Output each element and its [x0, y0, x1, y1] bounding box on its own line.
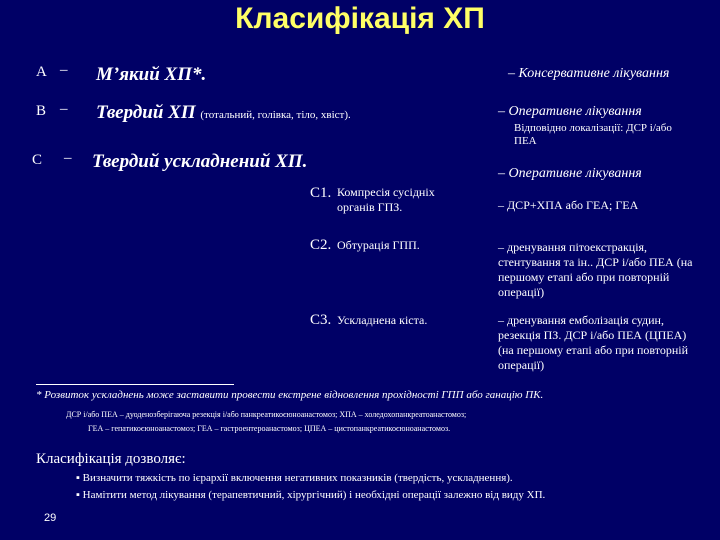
abbreviations-line-2: ГЕА – гепатикоєюноанастомоз; ГЕА – гастроентероанастомоз; ЦПЕА – цистопанкреатикоєюноанастомоз.	[88, 424, 451, 433]
classification-title: Класифікація дозволяє:	[36, 451, 186, 467]
row-c-label: Твердий ускладнений ХП.	[92, 151, 308, 172]
row-b-letter: В	[36, 103, 47, 119]
bullet-icon: ▪	[76, 489, 83, 501]
row-b-dash: –	[60, 101, 68, 117]
abbreviations-line-1: ДСР і/або ПЕА – дуоденозберігаюча резекція і/або панкреатикоєюноанастомоз; ХПА – холедохопанкреатоанастомоз;	[66, 410, 467, 419]
row-a-letter: А	[36, 64, 47, 80]
classification-bullet-1-text: Визначити тяжкість по ієрархії включення негативних показників (твердість, ускладнення).	[82, 472, 513, 484]
row-c-letter: С	[32, 152, 43, 168]
row-b-label-line	[96, 102, 351, 124]
row-a-label: М’який ХП*.	[96, 64, 207, 85]
row-b-label: Твердий ХП	[96, 102, 196, 123]
classification-bullet-2-text: Намітити метод лікування (терапевтичний, хірургічний) і необхідні операції залежно від виду ХП.	[82, 489, 546, 501]
subtype-c2-code: С2.	[310, 237, 332, 253]
page-number: 29	[44, 512, 57, 524]
subtype-c3-text: Ускладнена кіста.	[337, 313, 428, 327]
subtype-c2-text: Обтурація ГПП.	[337, 238, 420, 252]
subtype-c1-text: Компресія сусідніх органів ГПЗ.	[337, 185, 435, 214]
row-a-treatment: – Консервативне лікування	[508, 66, 670, 81]
subtype-c2-treatment: – дренування пітоекстракція, стентування та ін.. ДСР і/або ПЕА (на першому етапі або при повторній операції)	[498, 240, 693, 299]
slide-title: Класифікація ХП	[235, 2, 485, 35]
subtype-c1-treatment: – ДСР+ХПА або ГЕА; ГЕА	[498, 198, 639, 212]
classification-bullet-1	[76, 472, 513, 484]
classification-bullet-2	[76, 489, 545, 501]
row-c-dash: –	[64, 150, 72, 166]
bullet-icon: ▪	[76, 472, 83, 484]
footnote: * Розвиток ускладнень може заставити провести екстрене відновлення прохідності ГПП або ганацію ПК.	[36, 389, 544, 401]
row-b-detail: (тотальний, голівка, тіло, хвіст).	[200, 109, 351, 121]
row-a-dash: –	[60, 62, 68, 78]
row-b-note: Відповідно локалізації: ДСР і/або ПЕА	[514, 122, 672, 147]
row-c-treatment: – Оперативне лікування	[498, 166, 642, 181]
row-b-treatment: – Оперативне лікування	[498, 104, 642, 119]
subtype-c3-treatment: – дренування емболізація судин, резекція ПЗ. ДСР і/або ПЕА (ЦПЕА) (на першому етапі або при повторній операції)	[498, 313, 689, 372]
footnote-rule	[36, 384, 234, 385]
subtype-c3-code: С3.	[310, 312, 332, 328]
subtype-c1-code: С1.	[310, 185, 332, 201]
